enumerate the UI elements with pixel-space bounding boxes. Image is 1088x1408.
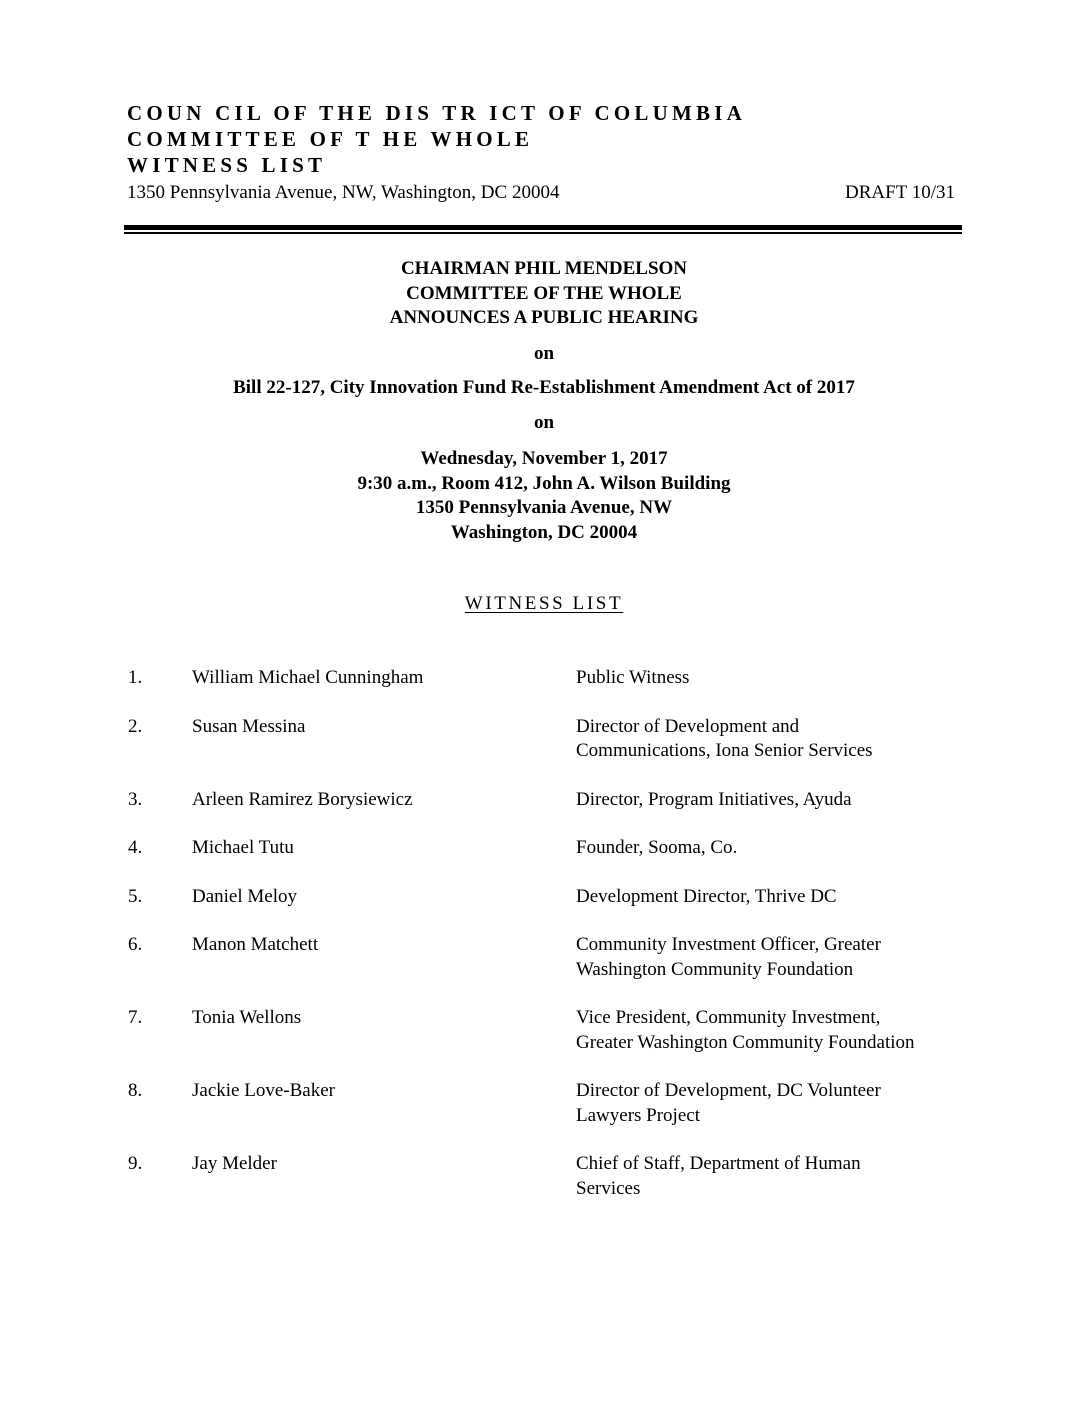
witness-name: Arleen Ramirez Borysiewicz bbox=[192, 788, 413, 810]
on-connector-1: on bbox=[533, 343, 555, 364]
witness-list bbox=[0, 666, 1088, 1201]
witness-row bbox=[0, 933, 1088, 982]
witness-name: Daniel Meloy bbox=[192, 885, 298, 907]
witness-affiliation bbox=[576, 836, 976, 861]
witness-affiliation bbox=[576, 1079, 976, 1128]
witness-affiliation-line: Lawyers Project bbox=[576, 1104, 700, 1126]
witness-number: 1. bbox=[128, 667, 143, 688]
witness-number: 5. bbox=[128, 885, 143, 907]
witness-affiliation bbox=[576, 1152, 976, 1201]
witness-name: Susan Messina bbox=[192, 715, 306, 737]
witness-affiliation-line: Community Investment Officer, Greater bbox=[576, 934, 881, 955]
hearing-city: Washington, DC 20004 bbox=[450, 521, 638, 543]
hearing-time-room: 9:30 a.m., Room 412, John A. Wilson Building bbox=[357, 472, 731, 494]
witness-affiliation-line: Director, Program Initiatives, Ayuda bbox=[576, 788, 852, 810]
witness-row bbox=[0, 1152, 1088, 1201]
committee-line: COMMITTEE OF THE WHOLE bbox=[406, 282, 682, 304]
witness-number: 4. bbox=[128, 837, 143, 858]
witness-number: 2. bbox=[128, 715, 143, 737]
witness-affiliation bbox=[576, 666, 976, 691]
witness-name: Manon Matchett bbox=[192, 934, 319, 955]
draft-label: DRAFT 10/31 bbox=[845, 182, 955, 203]
hearing-announcement bbox=[0, 257, 1088, 331]
witness-affiliation bbox=[576, 933, 976, 982]
witness-affiliation-line: Services bbox=[576, 1177, 641, 1199]
witness-affiliation-line: Development Director, Thrive DC bbox=[576, 885, 837, 907]
on-connector-2: on bbox=[533, 412, 555, 433]
witness-row bbox=[0, 788, 1088, 813]
letterhead-committee: COMMITTEE OF T HE WHOLE bbox=[127, 127, 534, 151]
witness-affiliation-line: Director of Development and bbox=[576, 715, 800, 737]
hearing-details bbox=[0, 447, 1088, 545]
witness-row bbox=[0, 1006, 1088, 1055]
witness-affiliation bbox=[576, 885, 976, 910]
witness-affiliation-line: Greater Washington Community Foundation bbox=[576, 1031, 915, 1053]
letterhead-address: 1350 Pennsylvania Avenue, NW, Washington, DC 20004 bbox=[127, 182, 560, 203]
witness-name: Tonia Wellons bbox=[192, 1007, 302, 1028]
hearing-date: Wednesday, November 1, 2017 bbox=[420, 448, 668, 469]
witness-number: 9. bbox=[128, 1153, 143, 1174]
witness-affiliation-line: Vice President, Community Investment, bbox=[576, 1007, 881, 1028]
letterhead-witness-list: WITNESS LIST bbox=[127, 153, 327, 177]
witness-affiliation bbox=[576, 715, 976, 764]
announces-line: ANNOUNCES A PUBLIC HEARING bbox=[389, 307, 699, 328]
witness-name: Jackie Love-Baker bbox=[192, 1080, 335, 1101]
witness-number: 6. bbox=[128, 934, 143, 955]
header-rule-thick bbox=[124, 225, 962, 230]
header-rule-thin bbox=[124, 232, 962, 234]
witness-number: 7. bbox=[128, 1007, 143, 1028]
witness-affiliation bbox=[576, 788, 976, 813]
witness-affiliation-line: Communications, Iona Senior Services bbox=[576, 740, 873, 761]
witness-list-heading-text: WITNESS LIST bbox=[464, 593, 624, 614]
witness-affiliation-line: Founder, Sooma, Co. bbox=[576, 837, 738, 858]
bill-title: Bill 22-127, City Innovation Fund Re-Establishment Amendment Act of 2017 bbox=[233, 377, 855, 398]
witness-affiliation-line: Public Witness bbox=[576, 667, 690, 688]
witness-row bbox=[0, 715, 1088, 764]
witness-number: 3. bbox=[128, 788, 143, 810]
witness-affiliation-line: Chief of Staff, Department of Human bbox=[576, 1153, 861, 1174]
letterhead-address-row bbox=[127, 180, 963, 206]
witness-row bbox=[0, 836, 1088, 861]
witness-list-heading bbox=[0, 592, 1088, 616]
witness-number: 8. bbox=[128, 1080, 143, 1101]
witness-name: William Michael Cunningham bbox=[192, 667, 424, 688]
letterhead-council: COUN CIL OF THE DIS TR ICT OF COLUMBIA bbox=[127, 101, 746, 125]
witness-row bbox=[0, 1079, 1088, 1128]
witness-row bbox=[0, 885, 1088, 910]
hearing-street: 1350 Pennsylvania Avenue, NW bbox=[415, 497, 673, 518]
witness-name: Jay Melder bbox=[192, 1153, 277, 1174]
witness-affiliation-line: Washington Community Foundation bbox=[576, 958, 854, 980]
witness-name: Michael Tutu bbox=[192, 837, 294, 858]
witness-row bbox=[0, 666, 1088, 691]
witness-affiliation-line: Director of Development, DC Volunteer bbox=[576, 1080, 881, 1101]
letterhead bbox=[127, 100, 963, 206]
chairman-line: CHAIRMAN PHIL MENDELSON bbox=[400, 258, 688, 279]
witness-affiliation bbox=[576, 1006, 976, 1055]
